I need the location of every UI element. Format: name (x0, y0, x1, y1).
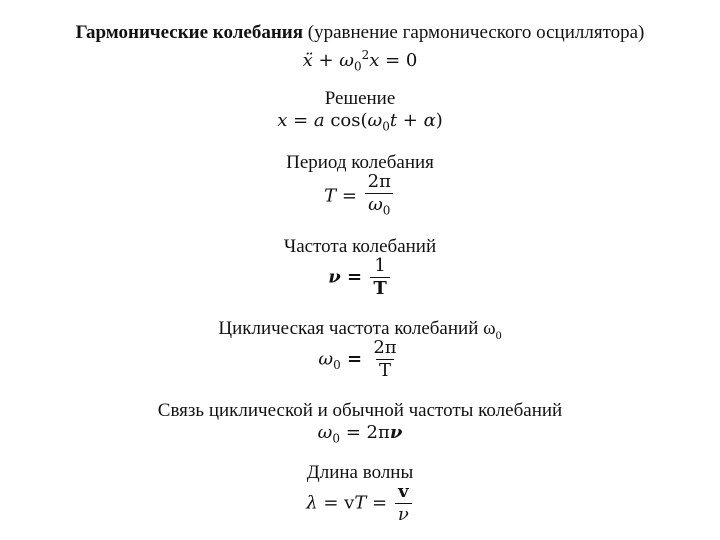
sol-omega: ω (367, 110, 383, 131)
freq-numerator: 1 (374, 255, 386, 276)
sol-t: t (389, 110, 398, 131)
sol-a: a (313, 110, 325, 131)
sol-close: ) (435, 110, 443, 131)
sol-eq: = (287, 110, 314, 131)
sol-alpha: α (423, 110, 436, 131)
period-denominator (365, 193, 393, 221)
wl-eq1: = v (317, 492, 355, 514)
wavelength-equation (0, 482, 720, 525)
period-equation (0, 172, 720, 221)
slide-title (0, 22, 720, 44)
wl-eq2: = (366, 492, 393, 514)
rel-omega: ω (317, 422, 333, 443)
eq-omega-sub: 0 (353, 59, 362, 74)
freq-fraction (370, 256, 389, 299)
freq-eq: = (340, 266, 369, 288)
cyc-denominator: T (376, 359, 394, 381)
period-den-omega: ω (368, 194, 383, 215)
cyc-omega: ω (318, 348, 334, 370)
cyc-fraction (370, 338, 399, 381)
wl-denominator: ν (395, 503, 412, 525)
cyclic-equation (0, 338, 720, 381)
sol-plus: + (397, 110, 424, 131)
period-fraction (365, 172, 394, 221)
period-label: Период колебания (286, 152, 434, 173)
sol-omega-sub: 0 (382, 119, 390, 134)
eq-plus: + (312, 50, 340, 71)
rel-nu: ν (389, 422, 403, 443)
freq-denominator: T (370, 277, 389, 299)
rel-omega-sub: 0 (332, 431, 340, 446)
solution-equation (0, 110, 720, 138)
title-rest: (уравнение гармонического осциллятора) (303, 22, 645, 43)
cyclic-label-sub: 0 (495, 327, 502, 342)
sol-cos: cos( (324, 110, 368, 131)
period-eq: = (336, 185, 363, 207)
cyc-numerator: 2π (373, 337, 397, 358)
relation-equation (0, 422, 720, 450)
eq-equals-zero: = 0 (379, 50, 418, 71)
frequency-equation (0, 256, 720, 299)
wl-fraction (395, 482, 412, 525)
relation-label: Связь циклической и обычной частоты колебаний (157, 400, 563, 421)
eq-omega: ω (339, 50, 354, 71)
period-numerator: 2π (367, 171, 391, 192)
title-bold: Гармонические колебания (75, 22, 303, 43)
wl-T: T (354, 492, 367, 514)
eq-omega-sup: 2 (361, 48, 370, 62)
freq-nu: ν (328, 266, 341, 288)
oscillator-equation (0, 44, 720, 78)
wl-lambda: λ (306, 492, 318, 514)
sol-x: x (277, 110, 288, 131)
solution-label: Решение (324, 88, 396, 109)
eq-x: x (369, 50, 380, 71)
period-den-sub: 0 (382, 203, 391, 218)
cyc-eq: = (340, 348, 369, 370)
cyc-omega-sub: 0 (333, 358, 341, 373)
cyclic-label-text: Циклическая частота колебаний ω (218, 318, 496, 339)
frequency-label: Частота колебаний (283, 236, 437, 257)
wl-numerator: v (398, 481, 409, 502)
rel-eq: = 2π (340, 422, 390, 443)
period-T: T (324, 185, 337, 207)
eq-xddot: ẍ (302, 50, 313, 71)
wavelength-label: Длина волны (306, 462, 414, 483)
